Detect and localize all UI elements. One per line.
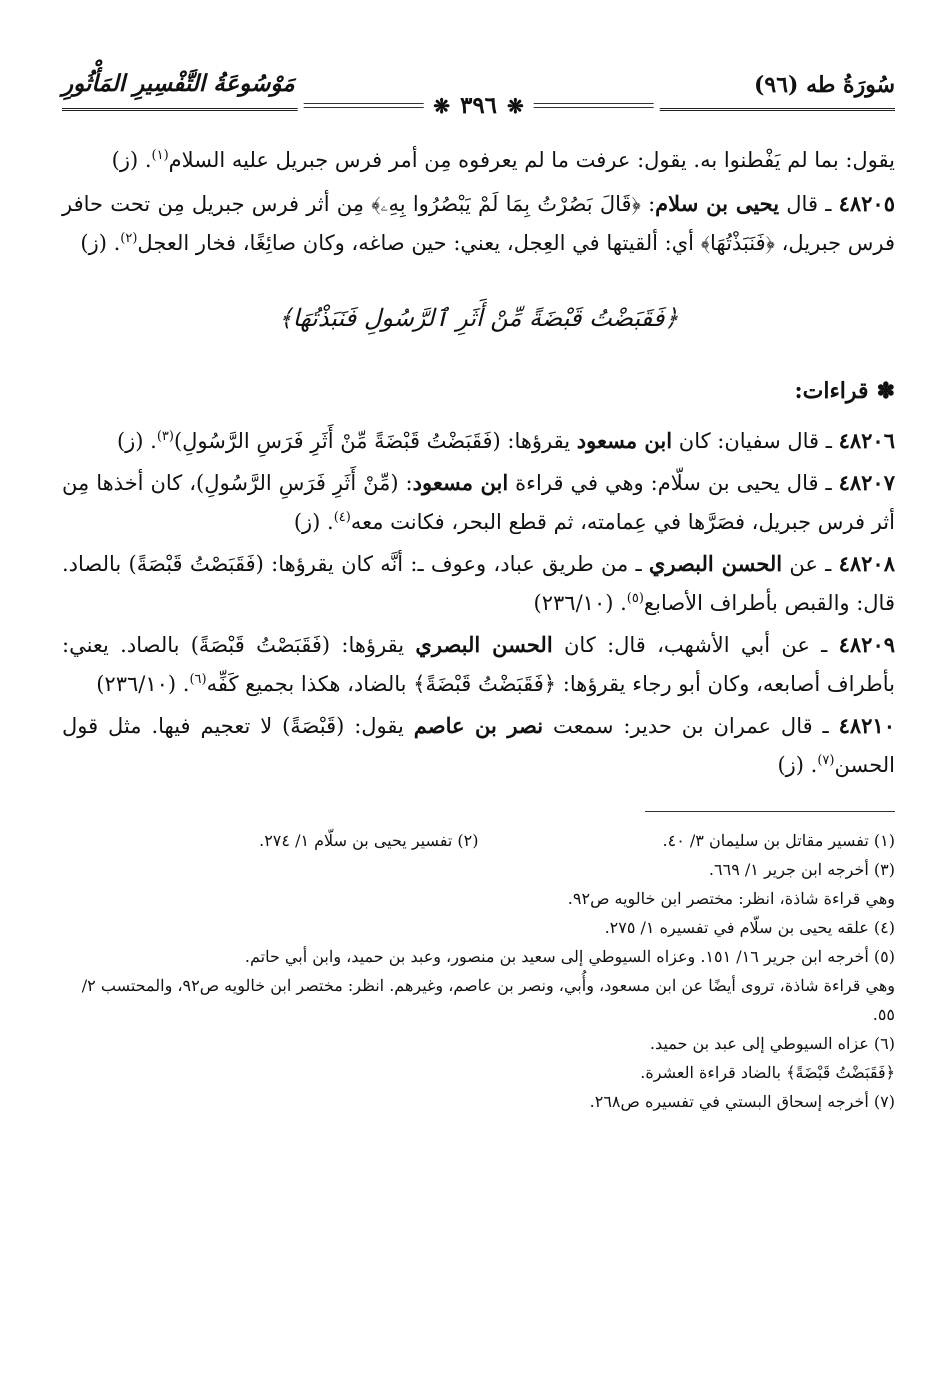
intro-paragraph: يقول: بما لم يَفْطنوا به. يقول: عرفت ما لم يعرفوه مِن أمر فرس جبريل عليه السلام$^{(١)}$. (ز) [111, 148, 895, 172]
footnote-ref: (٦) [189, 672, 207, 687]
footnote-3-note: وهي قراءة شاذة، انظر: مختصر ابن خالويه ص٩٢. [567, 889, 895, 908]
narrator-name: الحسن البصري [648, 551, 783, 576]
ornament-icon: ❋ [507, 93, 524, 118]
document-page [62, 64, 895, 1116]
footnote-5: (٥) أخرجه ابن جرير ١٦/ ١٥١. وعزاه السيوطي إلى سعيد بن منصور، وعبد بن حميد، وابن أبي حاتم. [244, 947, 895, 966]
footnote-1: (١) تفسير مقاتل بن سليمان ٣/ ٤٠. [662, 831, 895, 850]
footnote-ref: (٧) [817, 753, 835, 768]
narrator-name: يحيى بن سلام [655, 191, 780, 216]
entry-number: ٤٨٢٠٦ [838, 428, 895, 453]
header-rule-left [534, 103, 654, 108]
footnote-ref: (٣) [156, 429, 174, 444]
footnote-row [62, 826, 895, 855]
footnote-5-note: وهي قراءة شاذة، تروى أيضًا عن ابن مسعود، وأُبي، ونصر بن عاصم، وغيرهم. انظر: مختصر ابن خالويه ص٩٢، والمحتسب ٢/ ٥٥. [81, 976, 895, 1024]
narrator-name: نصر بن عاصم [413, 713, 544, 738]
entry-48209: ٤٨٢٠٩ ـ عن أبي الأشهب، قال: كان الحسن البصري يقرؤها: (فَقَبَصْتُ قَبْصَةً) بالصاد. يعني: بأطراف أصابعه، وكان أبو رجاء يقرؤها: ﴿فَقَبَضْتُ قَبْضَةً﴾ بالضاد، هكذا بجميع كَفِّه$^{(٦)}$. (٢٣٦/١٠) [62, 632, 896, 696]
entry-48207: ٤٨٢٠٧ ـ قال يحيى بن سلّام: وهي في قراءة ابن مسعود: (مِّنْ أَثَرِ فَرَسِ الرَّسُولِ)، كان أخذها مِن أثر فرس جبريل، فصَرَّها في عِمامته، ثم قطع البحر، فكانت معه$^{(٤)}$. (ز) [62, 470, 895, 534]
flower-icon: ✽ [876, 378, 895, 404]
main-text [62, 141, 895, 785]
footnote-ref: (٥) [626, 591, 644, 606]
footnote-6-note: ﴿فَقَبَضْتُ قَبْضَةً﴾ بالضاد قراءة العشرة. [640, 1063, 895, 1082]
footnotes [62, 826, 895, 1116]
ornament-icon: ❋ [433, 93, 450, 118]
narrator-name: الحسن البصري [415, 632, 553, 657]
footnote-ref: (٢) [120, 231, 138, 246]
surah-title: سُورَةُ طه (٩٦) [753, 72, 895, 98]
footnote-ref: (١) [151, 148, 169, 163]
entry-48208: ٤٨٢٠٨ ـ عن الحسن البصري ـ من طريق عباد، وعوف ـ: أنَّه كان يقرؤها: (فَقَبَصْتُ قَبْصَةً) بالصاد. قال: والقبص بأطراف الأصابع$^{(٥)}$. (٢٣٦/١٠) [62, 551, 895, 615]
page-number-block [297, 92, 660, 119]
footnote-ref: (٤) [333, 510, 351, 525]
entry-48210: ٤٨٢١٠ ـ قال عمران بن حدير: سمعت نصر بن عاصم يقول: (قَبْصَةً) لا تعجيم فيها. مثل قول الحسن$^{(٧)}$. (ز) [62, 713, 895, 777]
page-header [62, 64, 895, 119]
narrator-name: ابن مسعود [576, 428, 673, 453]
page-number: ٣٩٦ [459, 92, 498, 119]
entry-number: ٤٨٢٠٧ [838, 470, 895, 495]
entry-number: ٤٨٢٠٥ [838, 191, 895, 216]
footnote-4: (٤) علقه يحيى بن سلّام في تفسيره ١/ ٢٧٥. [604, 918, 895, 937]
quran-verse: ﴿فَقَبَضْتُ قَبْضَةً مِّنْ أَثَرِ ٱلرَّسُولِ فَنَبَذْتُهَا﴾ [278, 304, 679, 332]
entry-48205: ٤٨٢٠٥ ـ قال يحيى بن سلام: ﴿قَالَ بَصُرْتُ بِمَا لَمْ يَبْصُرُوا بِهِۦ﴾ مِن أثر فرس جبريل مِن تحت حافر فرس جبريل، ﴿فَنَبَذْتُهَا﴾ أي: ألقيتها في العِجل، يعني: حين صاغه، وكان صائِغًا، فخار العجل$^{(٢)}$. (ز) [62, 191, 895, 255]
narrator-name: ابن مسعود [412, 470, 509, 495]
footnote-6: (٦) عزاه السيوطي إلى عبد بن حميد. [649, 1034, 895, 1053]
book-title: مَوْسُوعَةُ التَّفْسِيرِ المَأْثُورِ [62, 70, 295, 97]
footnote-3: (٣) أخرجه ابن جرير ١/ ٦٦٩. [708, 860, 895, 879]
footnote-divider [645, 811, 895, 812]
entry-number: ٤٨٢٠٩ [838, 632, 896, 657]
footnote-7: (٧) أخرجه إسحاق البستي في تفسيره ص٢٦٨. [589, 1092, 895, 1111]
entry-48206: ٤٨٢٠٦ ـ قال سفيان: كان ابن مسعود يقرؤها: (فَقَبَضْتُ قَبْضَةً مِّنْ أَثَرِ فَرَسِ الرَّسُولِ)$^{(٣)}$. (ز) [116, 428, 895, 453]
section-heading: ✽ قراءات: [62, 372, 895, 411]
entry-number: ٤٨٢١٠ [838, 713, 895, 738]
header-rule-right [303, 103, 423, 108]
entry-number: ٤٨٢٠٨ [838, 551, 895, 576]
footnote-2: (٢) تفسير يحيى بن سلّام ١/ ٢٧٤. [259, 831, 479, 850]
